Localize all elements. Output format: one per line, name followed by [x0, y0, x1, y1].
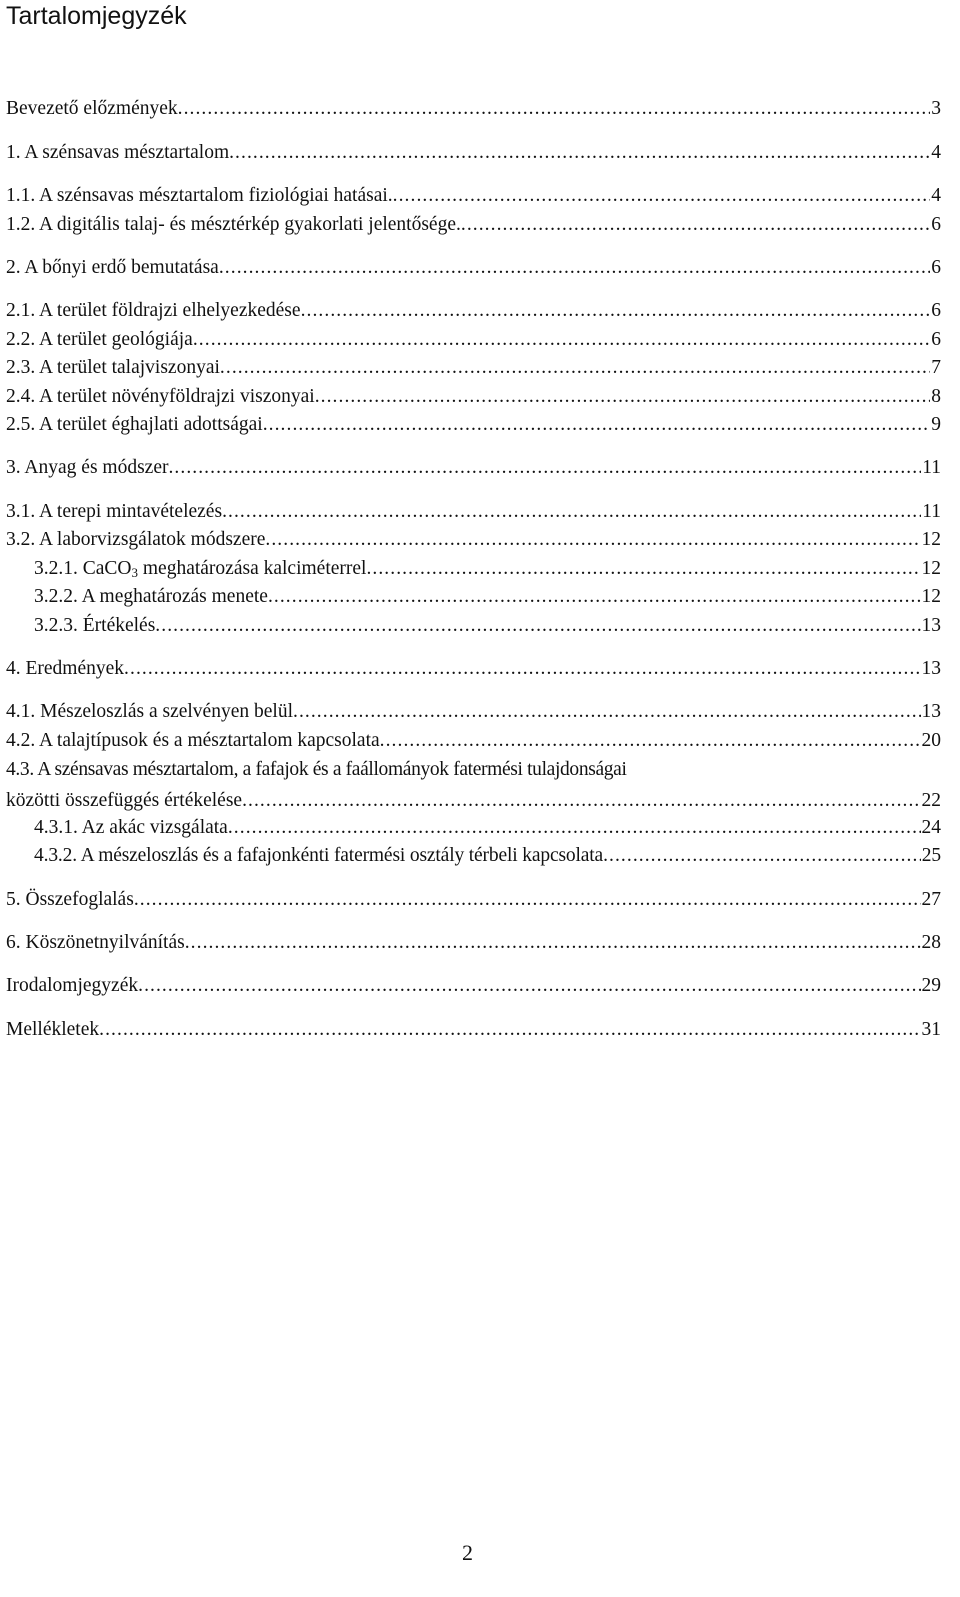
toc-leader-dots	[229, 141, 930, 165]
toc-entry[interactable]	[6, 528, 941, 552]
toc-entry-label: 3.1. A terepi mintavételezés	[6, 501, 223, 522]
toc-leader-dots	[138, 974, 920, 998]
toc-page-number: 9	[931, 414, 941, 435]
toc-entry[interactable]	[6, 700, 941, 724]
toc-entry-label: 2. A bőnyi erdő bemutatása	[6, 257, 219, 278]
toc-page-number: 11	[922, 501, 941, 522]
toc-leader-dots	[124, 657, 920, 681]
toc-leader-dots	[265, 528, 920, 552]
toc-entry-label: 2.5. A terület éghajlati adottságai	[6, 414, 263, 435]
toc-entry[interactable]	[6, 888, 941, 912]
toc-page-number: 3	[931, 98, 941, 119]
toc-entry[interactable]	[34, 816, 941, 840]
toc-entry-label: 1.1. A szénsavas mésztartalom fiziológiai hatásai.	[6, 185, 393, 206]
toc-entry-label-line2: közötti összefüggés értékelése	[6, 790, 243, 811]
toc-leader-dots	[315, 385, 931, 409]
toc-entry-label: 2.4. A terület növényföldrajzi viszonyai	[6, 386, 315, 407]
toc-entry[interactable]	[6, 213, 941, 237]
toc-page-number: 12	[921, 529, 941, 550]
toc-page-number: 22	[921, 790, 941, 811]
toc-entry-label: 5. Összefoglalás	[6, 889, 134, 910]
toc-entry-label: 3.2.3. Értékelés	[34, 615, 156, 636]
toc-page-number: 12	[921, 558, 941, 579]
toc-page-number: 8	[931, 386, 941, 407]
toc-label-part: 3.2.1. CaCO	[34, 558, 132, 579]
toc-page-number: 27	[921, 889, 941, 910]
toc-page-number: 12	[921, 586, 941, 607]
toc-entry[interactable]	[6, 456, 941, 480]
toc-entry[interactable]	[34, 844, 941, 868]
toc-entry-label: 2.1. A terület földrajzi elhelyezkedése	[6, 300, 301, 321]
page-number: 2	[462, 1540, 473, 1565]
toc-leader-dots	[293, 700, 921, 724]
toc-entry-label: 4.1. Mészeloszlás a szelvényen belül	[6, 701, 293, 722]
toc-leader-dots	[185, 931, 921, 955]
toc-leader-dots	[134, 888, 921, 912]
toc-leader-dots	[380, 729, 921, 753]
toc-entry[interactable]	[34, 585, 941, 609]
toc-leader-dots	[603, 844, 921, 868]
toc-page-number: 29	[921, 975, 941, 996]
toc-page-number: 13	[921, 658, 941, 679]
toc-entry[interactable]	[6, 299, 941, 323]
toc-entry-label: 2.2. A terület geológiája	[6, 329, 193, 350]
toc-entry[interactable]	[6, 97, 941, 121]
toc-leader-dots	[268, 585, 921, 609]
toc-leader-dots	[219, 256, 930, 280]
toc-entry[interactable]	[6, 356, 941, 380]
toc-entry-label: Mellékletek	[6, 1019, 100, 1040]
toc-entry[interactable]	[6, 974, 941, 998]
toc-leader-dots	[99, 1018, 920, 1042]
toc-entry[interactable]	[6, 141, 941, 165]
toc-page-number: 4	[931, 185, 941, 206]
toc-page-number: 13	[921, 615, 941, 636]
toc-page-number: 6	[931, 214, 941, 235]
toc-page-number: 25	[921, 845, 941, 866]
toc-page-number: 11	[922, 457, 941, 478]
toc-entry-label-line1: 4.3. A szénsavas mésztartalom, a fafajok és a faállományok fatermési tulajdonságai	[6, 759, 627, 780]
toc-entry-label: 3.2. A laborvizsgálatok módszere	[6, 529, 266, 550]
toc-page-number: 24	[921, 817, 941, 838]
toc-leader-dots	[178, 97, 931, 121]
toc-page-number: 6	[931, 257, 941, 278]
toc-page-number: 28	[921, 932, 941, 953]
toc-page-number: 6	[931, 329, 941, 350]
toc-entry[interactable]	[6, 385, 941, 409]
toc-entry-label: 1. A szénsavas mésztartalom	[6, 142, 230, 163]
toc-page-number: 20	[921, 730, 941, 751]
toc-leader-dots	[242, 789, 920, 813]
toc-page-number: 13	[921, 701, 941, 722]
toc-entry[interactable]	[6, 729, 941, 753]
toc-page-number: 4	[931, 142, 941, 163]
toc-entry-label: 1.2. A digitális talaj- és mésztérkép gyakorlati jelentősége.	[6, 214, 461, 235]
toc-leader-dots	[193, 328, 930, 352]
toc-leader-dots	[263, 413, 931, 437]
toc-entry-label: 4.2. A talajtípusok és a mésztartalom kapcsolata	[6, 730, 380, 751]
toc-leader-dots	[222, 500, 921, 524]
toc-entry-row	[6, 789, 941, 813]
toc-leader-dots	[155, 614, 920, 638]
toc-page-number: 6	[931, 300, 941, 321]
subscript-3: 3	[131, 565, 138, 580]
toc-entry[interactable]	[6, 931, 941, 955]
toc-entry-label: Bevezető előzmények	[6, 98, 178, 119]
toc-entry[interactable]	[6, 1018, 941, 1042]
toc-entry[interactable]	[6, 184, 941, 208]
toc-leader-dots	[366, 557, 920, 581]
toc-leader-dots	[220, 356, 930, 380]
toc-page-number: 31	[921, 1019, 941, 1040]
toc-entry-label: Irodalomjegyzék	[6, 975, 139, 996]
toc-entry[interactable]	[6, 657, 941, 681]
toc-leader-dots	[461, 213, 930, 237]
toc-entry[interactable]	[6, 328, 941, 352]
toc-entry[interactable]	[34, 614, 941, 638]
toc-leader-dots	[168, 456, 921, 480]
toc-leader-dots	[393, 184, 931, 208]
toc-entry-label: 4. Eredmények	[6, 658, 125, 679]
toc-entry[interactable]	[6, 413, 941, 437]
toc-entry-label	[34, 557, 366, 585]
toc-entry[interactable]	[6, 500, 941, 524]
toc-entry-label: 4.3.2. A mészeloszlás és a fafajonkénti fatermési osztály térbeli kapcsolata	[34, 845, 604, 866]
toc-entry[interactable]	[6, 256, 941, 280]
toc-entry[interactable]	[34, 557, 941, 585]
toc-label-part: meghatározása kalciméterrel	[138, 558, 367, 579]
toc-leader-dots	[228, 816, 921, 840]
toc-leader-dots	[301, 299, 931, 323]
toc-entry-label: 4.3.1. Az akác vizsgálata	[34, 817, 228, 838]
toc-entry-label: 2.3. A terület talajviszonyai	[6, 357, 220, 378]
toc-entry-label: 3. Anyag és módszer	[6, 457, 169, 478]
toc-page-number: 7	[931, 357, 941, 378]
toc-entry[interactable]	[6, 758, 941, 813]
page-title: Tartalomjegyzék	[6, 2, 187, 30]
toc-entry-label: 3.2.2. A meghatározás menete	[34, 586, 268, 607]
toc-entry-label: 6. Köszönetnyilvánítás	[6, 932, 185, 953]
